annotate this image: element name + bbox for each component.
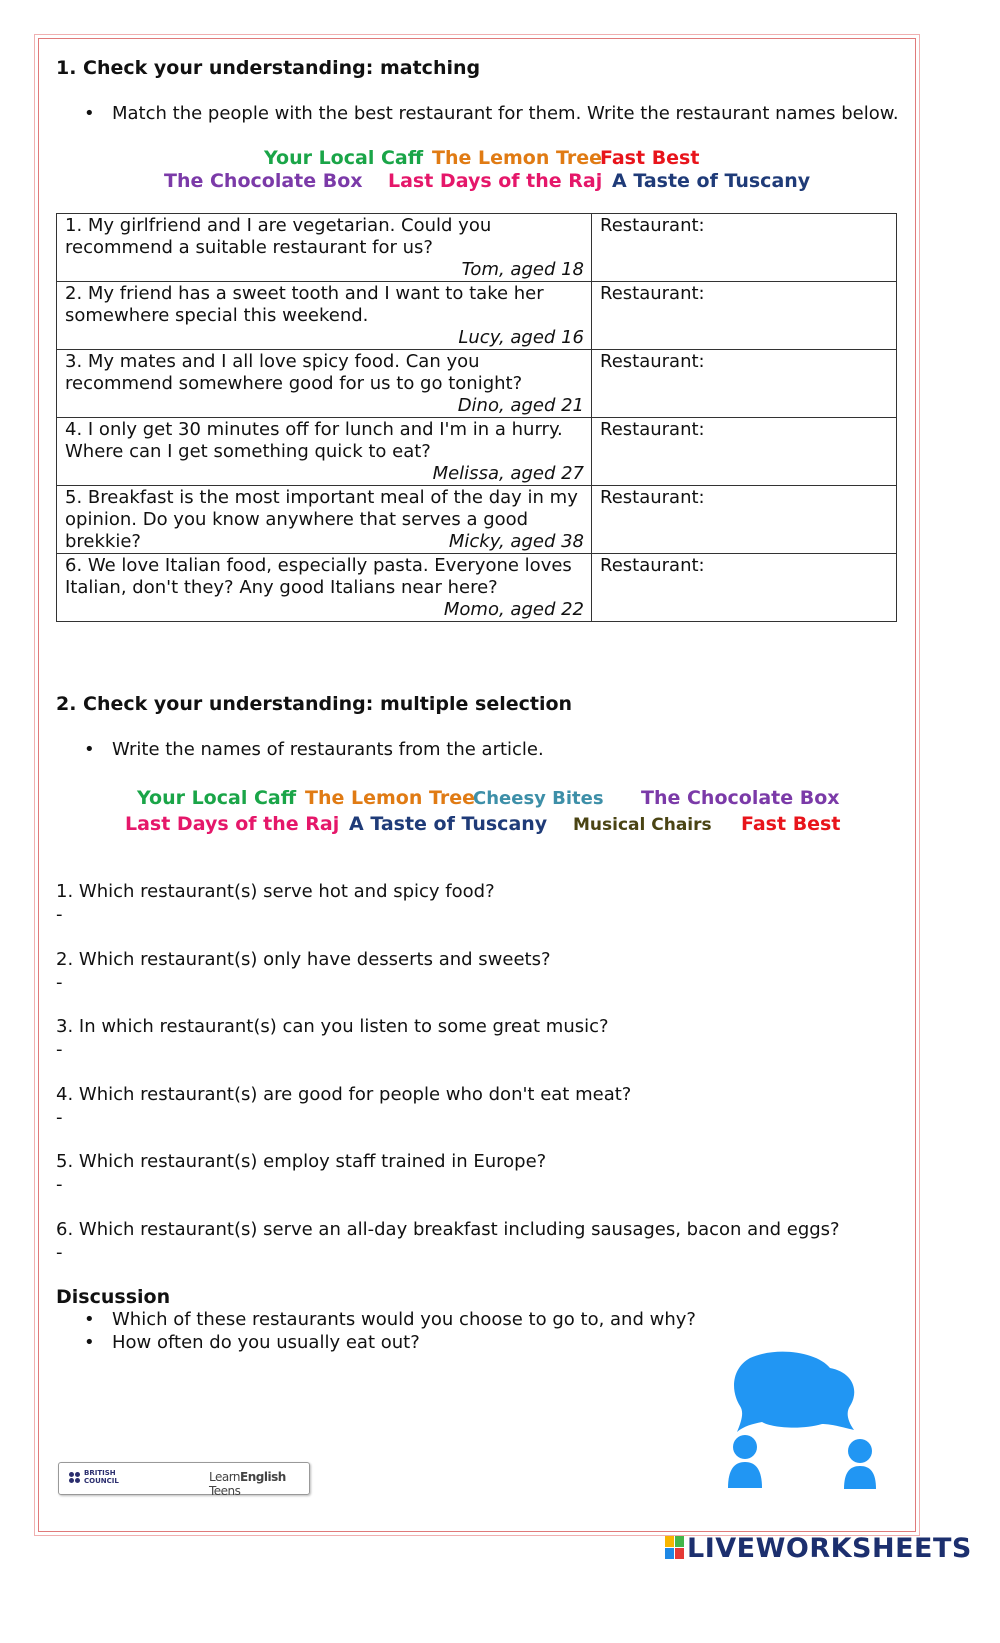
answer-line[interactable]: - xyxy=(56,904,63,925)
person-name: Dino, aged 21 xyxy=(457,395,584,416)
discussion-heading: Discussion xyxy=(56,1286,171,1308)
matching-table xyxy=(56,213,897,622)
question-3 xyxy=(56,1015,609,1061)
person-left-head xyxy=(733,1435,757,1459)
restaurant-answer-cell[interactable]: Restaurant: xyxy=(592,214,897,282)
table-row xyxy=(57,486,897,554)
restaurant-fast-best: Fast Best xyxy=(741,813,841,835)
restaurant-answer-cell[interactable]: Restaurant: xyxy=(592,350,897,418)
question-2 xyxy=(56,948,551,994)
table-row xyxy=(57,418,897,486)
answer-line[interactable]: - xyxy=(56,972,63,993)
request-cell xyxy=(57,282,592,350)
restaurant-the-lemon-tree: The Lemon Tree xyxy=(305,787,475,809)
question-text: 5. Which restaurant(s) employ staff trained in Europe? xyxy=(56,1151,547,1172)
question-4 xyxy=(56,1083,631,1129)
le-bold: English xyxy=(240,1470,286,1484)
le-prefix: Learn xyxy=(209,1470,241,1484)
discussion-item-1: • Which of these restaurants would you choose to go to, and why? xyxy=(112,1308,696,1331)
person-name: Tom, aged 18 xyxy=(461,259,584,280)
restaurant-the-chocolate-box: The Chocolate Box xyxy=(641,787,840,809)
section2-instruction: • Write the names of restaurants from the article. xyxy=(112,738,544,761)
bc-line2: COUNCIL xyxy=(84,1477,119,1485)
question-text: 4. Which restaurant(s) are good for people who don't eat meat? xyxy=(56,1084,632,1105)
table-row xyxy=(57,214,897,282)
request-text: 1. My girlfriend and I are vegetarian. Could you recommend a suitable restaurant for us? xyxy=(65,215,492,258)
question-1 xyxy=(56,880,495,926)
conversation-icon xyxy=(722,1350,882,1495)
table-row xyxy=(57,282,897,350)
question-text: 1. Which restaurant(s) serve hot and spicy food? xyxy=(56,881,495,902)
liveworksheets-brand-text: LIVEWORKSHEETS xyxy=(687,1533,972,1564)
request-cell xyxy=(57,214,592,282)
answer-line[interactable]: - xyxy=(56,1174,63,1195)
le-suffix: Teens xyxy=(209,1484,241,1498)
person-name: Melissa, aged 27 xyxy=(432,463,584,484)
restaurant-answer-cell[interactable]: Restaurant: xyxy=(592,486,897,554)
discussion-item-2: • How often do you usually eat out? xyxy=(112,1331,420,1354)
restaurant-a-taste-of-tuscany: A Taste of Tuscany xyxy=(349,813,548,835)
request-text: 2. My friend has a sweet tooth and I want to take her somewhere special this weekend. xyxy=(65,283,544,326)
answer-line[interactable]: - xyxy=(56,1242,63,1263)
request-cell xyxy=(57,486,592,554)
restaurant-a-taste-of-tuscany: A Taste of Tuscany xyxy=(612,170,811,192)
restaurant-musical-chairs: Musical Chairs xyxy=(573,815,712,835)
question-text: 2. Which restaurant(s) only have desserts and sweets? xyxy=(56,949,551,970)
british-council-text xyxy=(84,1469,119,1485)
person-left-body xyxy=(728,1462,762,1488)
person-name: Lucy, aged 16 xyxy=(458,327,584,348)
restaurant-the-lemon-tree: The Lemon Tree xyxy=(432,147,602,169)
restaurant-your-local-caff: Your Local Caff xyxy=(137,787,297,809)
answer-line[interactable]: - xyxy=(56,1107,63,1128)
section1-instruction: • Match the people with the best restaurant for them. Write the restaurant names below. xyxy=(112,102,899,125)
answer-line[interactable]: - xyxy=(56,1039,63,1060)
speech-bubble xyxy=(734,1352,854,1432)
restaurant-answer-cell[interactable]: Restaurant: xyxy=(592,554,897,622)
person-right-body xyxy=(844,1466,876,1489)
question-6 xyxy=(56,1218,840,1264)
question-text: 3. In which restaurant(s) can you listen to some great music? xyxy=(56,1016,609,1037)
request-text: 6. We love Italian food, especially pasta. Everyone loves Italian, don't they? Any good Italians near here? xyxy=(65,555,572,598)
british-council-dots-icon xyxy=(69,1472,81,1484)
restaurant-fast-best: Fast Best xyxy=(600,147,700,169)
section1-heading: 1. Check your understanding: matching xyxy=(56,57,481,79)
section2-heading: 2. Check your understanding: multiple selection xyxy=(56,693,573,715)
restaurant-cheesy-bites: Cheesy Bites xyxy=(473,788,604,809)
request-text: 4. I only get 30 minutes off for lunch and I'm in a hurry. Where can I get something quick to eat? xyxy=(65,419,563,462)
person-right-head xyxy=(848,1439,872,1463)
bc-line1: BRITISH xyxy=(84,1469,116,1477)
restaurant-the-chocolate-box: The Chocolate Box xyxy=(164,170,363,192)
person-name: Momo, aged 22 xyxy=(443,599,584,620)
request-text: 3. My mates and I all love spicy food. Can you recommend somewhere good for us to go tonight? xyxy=(65,351,523,394)
restaurant-last-days-of-the-raj: Last Days of the Raj xyxy=(125,813,340,835)
question-5 xyxy=(56,1150,546,1196)
request-text: 5. Breakfast is the most important meal of the day in my opinion. Do you know anywhere that serves a good brekkie? xyxy=(65,487,578,552)
request-cell xyxy=(57,554,592,622)
table-row xyxy=(57,350,897,418)
request-cell xyxy=(57,350,592,418)
liveworksheets-logo-icon xyxy=(665,1536,685,1560)
person-name: Micky, aged 38 xyxy=(448,531,584,552)
restaurant-last-days-of-the-raj: Last Days of the Raj xyxy=(388,170,603,192)
restaurant-answer-cell[interactable]: Restaurant: xyxy=(592,282,897,350)
restaurant-your-local-caff: Your Local Caff xyxy=(264,147,424,169)
restaurant-answer-cell[interactable]: Restaurant: xyxy=(592,418,897,486)
table-row xyxy=(57,554,897,622)
question-text: 6. Which restaurant(s) serve an all-day breakfast including sausages, bacon and eggs? xyxy=(56,1219,840,1240)
liveworksheets-brand[interactable] xyxy=(665,1533,972,1564)
learnenglish-teens-text xyxy=(209,1470,309,1498)
request-cell xyxy=(57,418,592,486)
british-council-logo xyxy=(58,1462,310,1498)
